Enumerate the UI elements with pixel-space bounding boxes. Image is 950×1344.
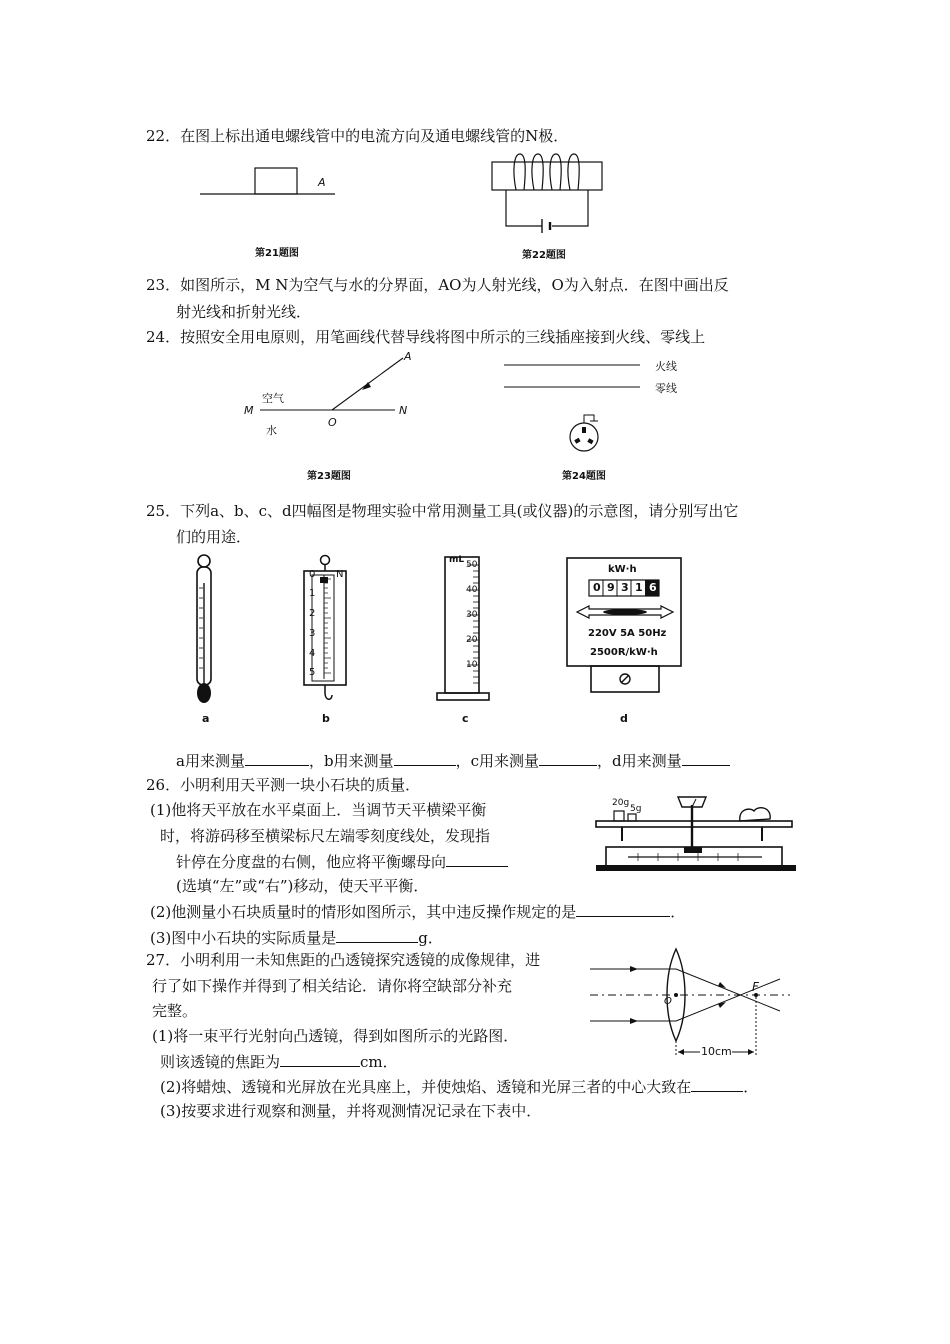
weight-20g — [614, 811, 624, 821]
question-26-p3 — [150, 927, 443, 948]
fig23-label-n: N — [399, 404, 408, 417]
spring-tick-5: 5 — [309, 667, 316, 678]
cylinder-unit: mL — [449, 555, 465, 565]
question-22: 22．在图上标出通电螺线管中的电流方向及通电螺线管的N极． — [146, 127, 569, 145]
meter-spec: 220V 5A 50Hz — [588, 628, 667, 639]
meter-digit-4: 1 — [635, 581, 643, 594]
center-height-blank[interactable] — [691, 1076, 743, 1092]
thermometer — [190, 553, 220, 708]
graduated-cylinder — [435, 553, 495, 708]
cyl-tick-40: 40 — [466, 585, 478, 595]
question-26-p1-3-text: 针停在分度盘的右侧，他应将平衡螺母向 — [176, 853, 447, 871]
question-27-line5-end: cm． — [360, 1053, 398, 1071]
balance-nut-blank[interactable] — [446, 851, 508, 867]
spring-tick-1: 1 — [309, 588, 316, 599]
fig21-caption: 第21题图 — [255, 248, 299, 259]
fig23-air: 空气 — [262, 392, 284, 405]
meter-digit-5: 6 — [649, 581, 657, 594]
fig23-label-o: O — [328, 416, 337, 429]
question-26-p1-2: 时，将游码移至横梁标尺左端零刻度线处，发现指 — [160, 827, 491, 845]
fig25-label-c: c — [462, 712, 469, 725]
lens-label-o: O — [664, 996, 672, 1007]
meter-digit-1: 0 — [593, 581, 601, 594]
question-27-line2: 行了如下操作并得到了相关结论．请你将空缺部分补充 — [152, 977, 513, 995]
mass-blank[interactable] — [336, 927, 418, 943]
question-27-line6-end: ． — [743, 1078, 759, 1096]
block-a — [255, 168, 297, 194]
cyl-tick-20: 20 — [466, 635, 478, 645]
question-23-line2: 射光线和折射光线． — [176, 303, 312, 321]
question-27-line4: (1)将一束平行光射向凸透镜，得到如图所示的光路图． — [152, 1027, 519, 1045]
violation-blank[interactable] — [576, 901, 670, 917]
question-25-line2: 们的用途． — [176, 528, 252, 546]
question-26-p3-end: g． — [418, 929, 443, 947]
question-23-line1: 23．如图所示，M N为空气与水的分界面，AO为人射光线，O为入射点．在图中画出反 — [146, 276, 729, 294]
question-25-answers — [176, 750, 730, 771]
lens-label-f: F — [752, 980, 759, 994]
lens-distance: 10cm — [701, 1045, 732, 1058]
fig24-live: 火线 — [655, 360, 677, 373]
ray-arrow — [362, 382, 371, 390]
fig23-caption: 第23题图 — [307, 471, 351, 482]
fig23-label-a: A — [404, 350, 412, 363]
ray-top-out — [676, 969, 780, 1011]
focal-length-blank[interactable] — [280, 1051, 360, 1067]
question-26-p2-text: (2)他测量小石块质量时的情形如图所示，其中违反操作规定的是 — [150, 903, 577, 921]
answer-b-label: ，b用来测量 — [308, 752, 394, 770]
question-26-p3-text: (3)图中小石块的实际质量是 — [150, 929, 337, 947]
question-26-p2 — [150, 901, 685, 922]
figure-24 — [500, 355, 650, 455]
question-27-line1: 27．小明利用一未知焦距的凸透镜探究透镜的成像规律，进 — [146, 951, 541, 969]
spring-unit: N — [336, 569, 344, 580]
meter-digit-2: 9 — [607, 581, 615, 594]
cyl-tick-10: 10 — [466, 660, 478, 670]
spring-tick-3: 3 — [309, 628, 316, 639]
fig24-caption: 第24题图 — [562, 471, 606, 482]
question-26-title: 26．小明利用天平测一块小石块的质量． — [146, 776, 421, 794]
answer-d-label: ，d用来测量 — [596, 752, 682, 770]
fig24-neutral: 零线 — [655, 382, 677, 395]
cyl-tick-30: 30 — [466, 610, 478, 620]
fig25-label-d: d — [620, 712, 628, 725]
meter-rev: 2500R/kW·h — [590, 647, 658, 658]
weight-20g-label: 20g — [612, 798, 630, 808]
fig23-water: 水 — [266, 424, 277, 437]
answer-b-blank[interactable] — [394, 750, 456, 766]
spring-tick-2: 2 — [309, 608, 316, 619]
fig23-label-m: M — [244, 404, 254, 417]
fig21-label-a: A — [318, 176, 326, 189]
fig25-label-a: a — [202, 712, 210, 725]
weight-5g — [628, 814, 636, 821]
question-27-line6 — [160, 1076, 758, 1097]
solenoid-core — [492, 162, 602, 190]
meter-unit: kW·h — [608, 564, 637, 575]
balance-beam — [596, 821, 792, 827]
question-26-p1-4: (选填“左”或“右”)移动，使天平平衡． — [176, 877, 429, 895]
ray-bottom-out — [676, 979, 780, 1021]
answer-a-label: a用来测量 — [176, 752, 245, 770]
meter-digit-3: 3 — [621, 581, 629, 594]
question-27-line7: (3)按要求进行观察和测量，并将观测情况记录在下表中． — [160, 1102, 542, 1120]
answer-c-blank[interactable] — [539, 750, 597, 766]
energy-meter — [565, 556, 685, 696]
question-26-p2-end: ． — [670, 903, 686, 921]
fig25-label-b: b — [322, 712, 330, 725]
lens-figure — [590, 945, 795, 1065]
coil — [514, 154, 579, 190]
question-27-line3: 完整。 — [152, 1002, 198, 1020]
question-26-p1-3 — [176, 851, 508, 872]
question-27-line5-text: 则该透镜的焦距为 — [160, 1053, 281, 1071]
fig22-caption: 第22题图 — [522, 250, 566, 261]
cyl-tick-50: 50 — [466, 560, 478, 570]
stone — [740, 808, 770, 821]
answer-d-blank[interactable] — [682, 750, 730, 766]
spring-tick-4: 4 — [309, 648, 316, 659]
weight-5g-label: 5g — [630, 804, 642, 814]
question-27-line5 — [160, 1051, 398, 1072]
question-26-p1-1: (1)他将天平放在水平桌面上．当调节天平横梁平衡 — [150, 801, 487, 819]
answer-c-label: ，c用来测量 — [455, 752, 539, 770]
question-27-line6-text: (2)将蜡烛、透镜和光屏放在光具座上，并使烛焰、透镜和光屏三者的中心大致在 — [160, 1078, 692, 1096]
spring-tick-0: 0 — [309, 569, 316, 580]
question-24: 24．按照安全用电原则，用笔画线代替导线将图中所示的三线插座接到火线、零线上 — [146, 328, 706, 346]
question-25-line1: 25．下列a、b、c、d四幅图是物理实验中常用测量工具(或仪器)的示意图，请分别写出它 — [146, 502, 739, 520]
answer-a-blank[interactable] — [245, 750, 309, 766]
figure-22 — [488, 150, 608, 240]
